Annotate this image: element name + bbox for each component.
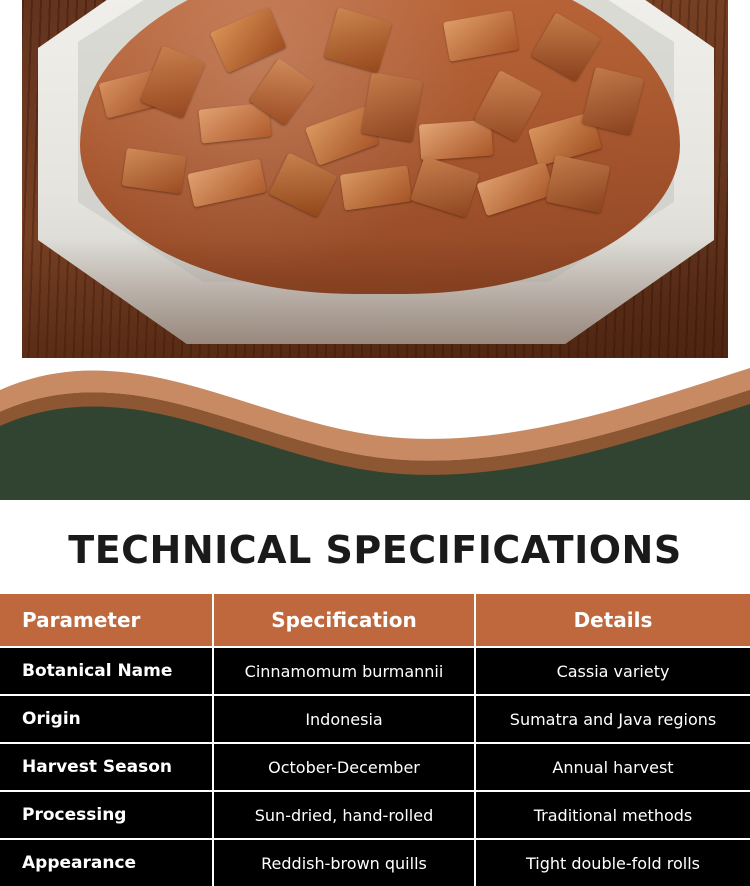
column-header-parameter: Parameter [0,594,213,647]
table-row [0,743,750,791]
cell-details: Cassia variety [475,647,750,695]
cell-parameter: Botanical Name [0,647,213,695]
table-row [0,791,750,839]
table-row [0,695,750,743]
cinnamon-chips-heap [80,0,680,294]
column-header-details: Details [475,594,750,647]
cell-specification: Reddish-brown quills [213,839,475,886]
column-header-specification: Specification [213,594,475,647]
cell-parameter: Appearance [0,839,213,886]
table-header-row [0,594,750,647]
wave-divider [0,360,750,500]
cell-specification: October-December [213,743,475,791]
table-row [0,647,750,695]
cell-specification: Sun-dried, hand-rolled [213,791,475,839]
cinnamon-product-image [22,0,728,358]
wave-shape-icon [0,360,750,500]
cell-parameter: Origin [0,695,213,743]
product-photo-section [0,0,750,360]
cell-details: Tight double-fold rolls [475,839,750,886]
table-row [0,839,750,886]
cell-details: Traditional methods [475,791,750,839]
cell-details: Annual harvest [475,743,750,791]
cell-specification: Cinnamomum burmannii [213,647,475,695]
cell-parameter: Processing [0,791,213,839]
cell-specification: Indonesia [213,695,475,743]
page-title: TECHNICAL SPECIFICATIONS [68,528,682,572]
technical-specifications-section [0,500,750,886]
cell-parameter: Harvest Season [0,743,213,791]
specifications-table [0,594,750,886]
cell-details: Sumatra and Java regions [475,695,750,743]
